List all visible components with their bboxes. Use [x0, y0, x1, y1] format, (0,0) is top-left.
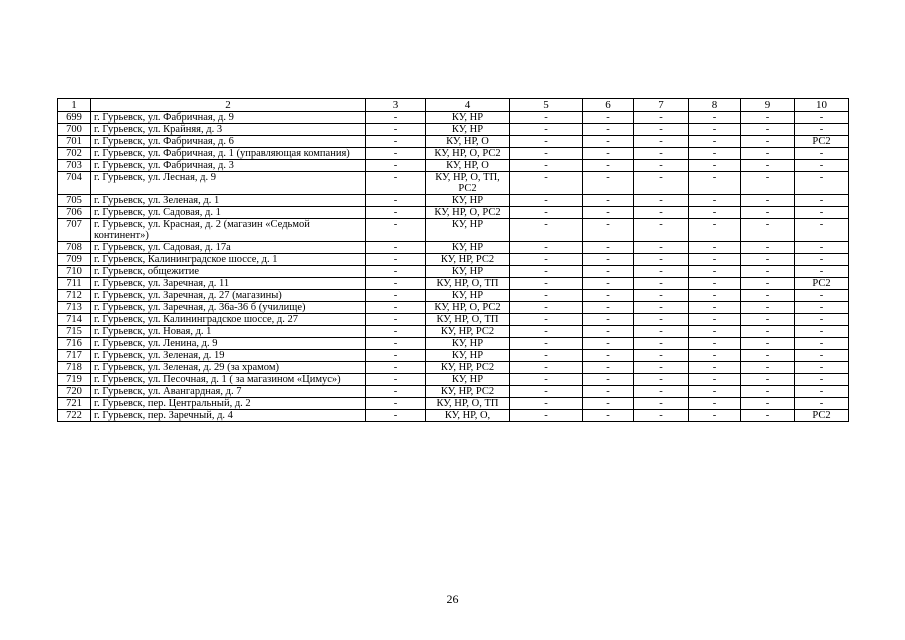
value-cell-8: -	[689, 207, 741, 219]
value-cell-4: КУ, НР	[426, 290, 510, 302]
value-cell-9: -	[741, 326, 795, 338]
column-header-10: 10	[795, 99, 849, 112]
row-number-cell: 707	[58, 219, 91, 242]
value-cell-5: -	[510, 219, 583, 242]
value-cell-6: -	[583, 410, 634, 422]
table-row	[58, 374, 849, 386]
value-cell-5: -	[510, 136, 583, 148]
value-cell-6: -	[583, 314, 634, 326]
row-number-cell: 706	[58, 207, 91, 219]
value-cell-8: -	[689, 398, 741, 410]
value-cell-6: -	[583, 350, 634, 362]
value-cell-5: -	[510, 410, 583, 422]
value-cell-7: -	[634, 290, 689, 302]
value-cell-3: -	[366, 172, 426, 195]
address-cell: г. Гурьевск, ул. Зеленая, д. 29 (за храмом)	[91, 362, 366, 374]
row-number-cell: 718	[58, 362, 91, 374]
value-cell-3: -	[366, 112, 426, 124]
value-cell-5: -	[510, 195, 583, 207]
value-cell-3: -	[366, 398, 426, 410]
value-cell-8: -	[689, 195, 741, 207]
value-cell-4: КУ, НР	[426, 350, 510, 362]
value-cell-4: КУ, НР, РС2	[426, 386, 510, 398]
row-number-cell: 704	[58, 172, 91, 195]
value-cell-8: -	[689, 350, 741, 362]
table-row	[58, 362, 849, 374]
value-cell-7: -	[634, 160, 689, 172]
value-cell-9: -	[741, 410, 795, 422]
value-cell-10: -	[795, 124, 849, 136]
column-header-2: 2	[91, 99, 366, 112]
value-cell-7: -	[634, 112, 689, 124]
value-cell-8: -	[689, 112, 741, 124]
value-cell-6: -	[583, 160, 634, 172]
value-cell-3: -	[366, 338, 426, 350]
value-cell-9: -	[741, 314, 795, 326]
address-cell: г. Гурьевск, ул. Заречная, д. 36а-36 б (училище)	[91, 302, 366, 314]
address-cell: г. Гурьевск, ул. Фабричная, д. 9	[91, 112, 366, 124]
value-cell-4: КУ, НР	[426, 374, 510, 386]
value-cell-8: -	[689, 254, 741, 266]
value-cell-7: -	[634, 350, 689, 362]
value-cell-6: -	[583, 386, 634, 398]
row-number-cell: 705	[58, 195, 91, 207]
value-cell-10: РС2	[795, 410, 849, 422]
row-number-cell: 700	[58, 124, 91, 136]
table-row	[58, 219, 849, 242]
value-cell-3: -	[366, 290, 426, 302]
row-number-cell: 720	[58, 386, 91, 398]
value-cell-3: -	[366, 124, 426, 136]
value-cell-10: -	[795, 195, 849, 207]
value-cell-8: -	[689, 302, 741, 314]
value-cell-3: -	[366, 386, 426, 398]
column-header-8: 8	[689, 99, 741, 112]
address-cell: г. Гурьевск, общежитие	[91, 266, 366, 278]
row-number-cell: 711	[58, 278, 91, 290]
value-cell-4: КУ, НР	[426, 195, 510, 207]
value-cell-7: -	[634, 362, 689, 374]
value-cell-4: КУ, НР, О, РС2	[426, 207, 510, 219]
value-cell-9: -	[741, 398, 795, 410]
value-cell-10: -	[795, 160, 849, 172]
value-cell-10: РС2	[795, 278, 849, 290]
value-cell-7: -	[634, 338, 689, 350]
value-cell-3: -	[366, 242, 426, 254]
value-cell-6: -	[583, 278, 634, 290]
value-cell-8: -	[689, 136, 741, 148]
table-row	[58, 290, 849, 302]
value-cell-4: КУ, НР, О, ТП, РС2	[426, 172, 510, 195]
value-cell-8: -	[689, 326, 741, 338]
address-cell: г. Гурьевск, пер. Центральный, д. 2	[91, 398, 366, 410]
value-cell-8: -	[689, 266, 741, 278]
table-row	[58, 136, 849, 148]
table-row	[58, 302, 849, 314]
value-cell-8: -	[689, 374, 741, 386]
value-cell-7: -	[634, 172, 689, 195]
value-cell-6: -	[583, 148, 634, 160]
value-cell-10: -	[795, 266, 849, 278]
value-cell-10: -	[795, 326, 849, 338]
row-number-cell: 710	[58, 266, 91, 278]
value-cell-5: -	[510, 112, 583, 124]
value-cell-3: -	[366, 350, 426, 362]
row-number-cell: 709	[58, 254, 91, 266]
table-row	[58, 266, 849, 278]
table-row	[58, 398, 849, 410]
value-cell-4: КУ, НР, О	[426, 136, 510, 148]
table-row	[58, 124, 849, 136]
row-number-cell: 713	[58, 302, 91, 314]
value-cell-8: -	[689, 290, 741, 302]
value-cell-8: -	[689, 314, 741, 326]
value-cell-4: КУ, НР	[426, 338, 510, 350]
value-cell-7: -	[634, 410, 689, 422]
value-cell-7: -	[634, 254, 689, 266]
row-number-cell: 715	[58, 326, 91, 338]
value-cell-6: -	[583, 124, 634, 136]
value-cell-5: -	[510, 172, 583, 195]
register-table	[57, 98, 849, 422]
value-cell-10: -	[795, 374, 849, 386]
table-body	[58, 112, 849, 422]
table-row	[58, 254, 849, 266]
table-row	[58, 314, 849, 326]
value-cell-8: -	[689, 362, 741, 374]
row-number-cell: 712	[58, 290, 91, 302]
address-cell: г. Гурьевск, пер. Заречный, д. 4	[91, 410, 366, 422]
value-cell-5: -	[510, 362, 583, 374]
value-cell-7: -	[634, 136, 689, 148]
table-row	[58, 326, 849, 338]
column-header-7: 7	[634, 99, 689, 112]
value-cell-10: -	[795, 302, 849, 314]
value-cell-5: -	[510, 398, 583, 410]
row-number-cell: 719	[58, 374, 91, 386]
value-cell-3: -	[366, 219, 426, 242]
value-cell-3: -	[366, 362, 426, 374]
value-cell-5: -	[510, 338, 583, 350]
table-row	[58, 160, 849, 172]
value-cell-3: -	[366, 374, 426, 386]
value-cell-4: КУ, НР, О	[426, 160, 510, 172]
value-cell-7: -	[634, 242, 689, 254]
table-row	[58, 195, 849, 207]
value-cell-5: -	[510, 148, 583, 160]
value-cell-9: -	[741, 374, 795, 386]
value-cell-4: КУ, НР, О, РС2	[426, 302, 510, 314]
value-cell-4: КУ, НР	[426, 112, 510, 124]
value-cell-10: -	[795, 338, 849, 350]
value-cell-9: -	[741, 266, 795, 278]
value-cell-6: -	[583, 326, 634, 338]
value-cell-8: -	[689, 172, 741, 195]
address-cell: г. Гурьевск, ул. Заречная, д. 11	[91, 278, 366, 290]
value-cell-8: -	[689, 219, 741, 242]
value-cell-9: -	[741, 386, 795, 398]
value-cell-9: -	[741, 207, 795, 219]
value-cell-4: КУ, НР	[426, 266, 510, 278]
value-cell-3: -	[366, 207, 426, 219]
value-cell-10: -	[795, 254, 849, 266]
value-cell-5: -	[510, 160, 583, 172]
value-cell-9: -	[741, 338, 795, 350]
value-cell-9: -	[741, 172, 795, 195]
value-cell-6: -	[583, 136, 634, 148]
column-header-9: 9	[741, 99, 795, 112]
row-number-cell: 721	[58, 398, 91, 410]
value-cell-7: -	[634, 266, 689, 278]
value-cell-5: -	[510, 290, 583, 302]
value-cell-7: -	[634, 195, 689, 207]
value-cell-9: -	[741, 124, 795, 136]
value-cell-9: -	[741, 254, 795, 266]
address-cell: г. Гурьевск, ул. Крайняя, д. 3	[91, 124, 366, 136]
address-cell: г. Гурьевск, ул. Садовая, д. 17а	[91, 242, 366, 254]
value-cell-4: КУ, НР, РС2	[426, 254, 510, 266]
table-row	[58, 207, 849, 219]
address-cell: г. Гурьевск, ул. Лесная, д. 9	[91, 172, 366, 195]
address-cell: г. Гурьевск, ул. Калининградское шоссе, д. 27	[91, 314, 366, 326]
page-number: 26	[446, 592, 459, 606]
value-cell-6: -	[583, 254, 634, 266]
value-cell-4: КУ, НР	[426, 124, 510, 136]
value-cell-10: -	[795, 242, 849, 254]
value-cell-8: -	[689, 160, 741, 172]
value-cell-10: -	[795, 362, 849, 374]
column-header-1: 1	[58, 99, 91, 112]
column-header-6: 6	[583, 99, 634, 112]
value-cell-8: -	[689, 278, 741, 290]
table-row	[58, 386, 849, 398]
value-cell-10: -	[795, 350, 849, 362]
value-cell-8: -	[689, 410, 741, 422]
value-cell-3: -	[366, 195, 426, 207]
value-cell-6: -	[583, 374, 634, 386]
value-cell-4: КУ, НР, РС2	[426, 326, 510, 338]
address-cell: г. Гурьевск, ул. Садовая, д. 1	[91, 207, 366, 219]
value-cell-4: КУ, НР, О,	[426, 410, 510, 422]
value-cell-9: -	[741, 362, 795, 374]
column-header-3: 3	[366, 99, 426, 112]
value-cell-3: -	[366, 160, 426, 172]
table-row	[58, 148, 849, 160]
value-cell-9: -	[741, 195, 795, 207]
value-cell-4: КУ, НР	[426, 242, 510, 254]
table-header-row	[58, 99, 849, 112]
address-cell: г. Гурьевск, Калининградское шоссе, д. 1	[91, 254, 366, 266]
value-cell-8: -	[689, 124, 741, 136]
value-cell-9: -	[741, 160, 795, 172]
value-cell-5: -	[510, 242, 583, 254]
value-cell-6: -	[583, 362, 634, 374]
value-cell-4: КУ, НР, О, ТП	[426, 314, 510, 326]
row-number-cell: 716	[58, 338, 91, 350]
address-cell: г. Гурьевск, ул. Фабричная, д. 1 (управляющая компания)	[91, 148, 366, 160]
value-cell-8: -	[689, 242, 741, 254]
value-cell-5: -	[510, 374, 583, 386]
table-row	[58, 242, 849, 254]
value-cell-3: -	[366, 266, 426, 278]
value-cell-10: -	[795, 207, 849, 219]
value-cell-3: -	[366, 254, 426, 266]
value-cell-6: -	[583, 112, 634, 124]
value-cell-7: -	[634, 374, 689, 386]
row-number-cell: 703	[58, 160, 91, 172]
address-cell: г. Гурьевск, ул. Красная, д. 2 (магазин «Седьмой континент»)	[91, 219, 366, 242]
value-cell-6: -	[583, 338, 634, 350]
value-cell-5: -	[510, 350, 583, 362]
value-cell-7: -	[634, 398, 689, 410]
address-cell: г. Гурьевск, ул. Зеленая, д. 1	[91, 195, 366, 207]
value-cell-5: -	[510, 302, 583, 314]
address-cell: г. Гурьевск, ул. Фабричная, д. 3	[91, 160, 366, 172]
value-cell-10: -	[795, 219, 849, 242]
value-cell-10: -	[795, 148, 849, 160]
value-cell-10: -	[795, 112, 849, 124]
value-cell-6: -	[583, 242, 634, 254]
value-cell-6: -	[583, 207, 634, 219]
column-header-4: 4	[426, 99, 510, 112]
row-number-cell: 701	[58, 136, 91, 148]
value-cell-9: -	[741, 242, 795, 254]
value-cell-9: -	[741, 350, 795, 362]
value-cell-7: -	[634, 219, 689, 242]
value-cell-7: -	[634, 386, 689, 398]
value-cell-9: -	[741, 219, 795, 242]
table-row	[58, 172, 849, 195]
row-number-cell: 722	[58, 410, 91, 422]
value-cell-10: РС2	[795, 136, 849, 148]
value-cell-8: -	[689, 386, 741, 398]
value-cell-3: -	[366, 302, 426, 314]
table-row	[58, 112, 849, 124]
value-cell-6: -	[583, 302, 634, 314]
value-cell-9: -	[741, 148, 795, 160]
value-cell-6: -	[583, 219, 634, 242]
value-cell-6: -	[583, 290, 634, 302]
value-cell-7: -	[634, 124, 689, 136]
value-cell-3: -	[366, 410, 426, 422]
value-cell-7: -	[634, 302, 689, 314]
value-cell-5: -	[510, 386, 583, 398]
value-cell-7: -	[634, 148, 689, 160]
value-cell-9: -	[741, 290, 795, 302]
value-cell-3: -	[366, 136, 426, 148]
value-cell-9: -	[741, 302, 795, 314]
value-cell-4: КУ, НР	[426, 219, 510, 242]
value-cell-10: -	[795, 172, 849, 195]
value-cell-3: -	[366, 278, 426, 290]
value-cell-6: -	[583, 398, 634, 410]
value-cell-8: -	[689, 338, 741, 350]
value-cell-9: -	[741, 136, 795, 148]
row-number-cell: 699	[58, 112, 91, 124]
value-cell-5: -	[510, 207, 583, 219]
value-cell-7: -	[634, 278, 689, 290]
value-cell-10: -	[795, 314, 849, 326]
address-cell: г. Гурьевск, ул. Песочная, д. 1 ( за магазином «Цимус»)	[91, 374, 366, 386]
value-cell-6: -	[583, 172, 634, 195]
value-cell-5: -	[510, 254, 583, 266]
column-header-5: 5	[510, 99, 583, 112]
value-cell-4: КУ, НР, О, РС2	[426, 148, 510, 160]
value-cell-3: -	[366, 326, 426, 338]
address-cell: г. Гурьевск, ул. Заречная, д. 27 (магазины)	[91, 290, 366, 302]
address-cell: г. Гурьевск, ул. Авангардная, д. 7	[91, 386, 366, 398]
value-cell-6: -	[583, 195, 634, 207]
value-cell-8: -	[689, 148, 741, 160]
row-number-cell: 714	[58, 314, 91, 326]
table-row	[58, 410, 849, 422]
address-cell: г. Гурьевск, ул. Ленина, д. 9	[91, 338, 366, 350]
value-cell-10: -	[795, 290, 849, 302]
row-number-cell: 717	[58, 350, 91, 362]
address-cell: г. Гурьевск, ул. Фабричная, д. 6	[91, 136, 366, 148]
value-cell-7: -	[634, 326, 689, 338]
value-cell-5: -	[510, 314, 583, 326]
value-cell-4: КУ, НР, РС2	[426, 362, 510, 374]
address-cell: г. Гурьевск, ул. Зеленая, д. 19	[91, 350, 366, 362]
row-number-cell: 708	[58, 242, 91, 254]
table-row	[58, 278, 849, 290]
value-cell-10: -	[795, 386, 849, 398]
address-cell: г. Гурьевск, ул. Новая, д. 1	[91, 326, 366, 338]
value-cell-5: -	[510, 124, 583, 136]
value-cell-5: -	[510, 266, 583, 278]
value-cell-3: -	[366, 148, 426, 160]
table-row	[58, 350, 849, 362]
value-cell-9: -	[741, 112, 795, 124]
value-cell-5: -	[510, 326, 583, 338]
table-row	[58, 338, 849, 350]
value-cell-7: -	[634, 207, 689, 219]
value-cell-4: КУ, НР, О, ТП	[426, 278, 510, 290]
value-cell-4: КУ, НР, О, ТП	[426, 398, 510, 410]
value-cell-5: -	[510, 278, 583, 290]
value-cell-10: -	[795, 398, 849, 410]
value-cell-7: -	[634, 314, 689, 326]
value-cell-6: -	[583, 266, 634, 278]
value-cell-9: -	[741, 278, 795, 290]
row-number-cell: 702	[58, 148, 91, 160]
value-cell-3: -	[366, 314, 426, 326]
